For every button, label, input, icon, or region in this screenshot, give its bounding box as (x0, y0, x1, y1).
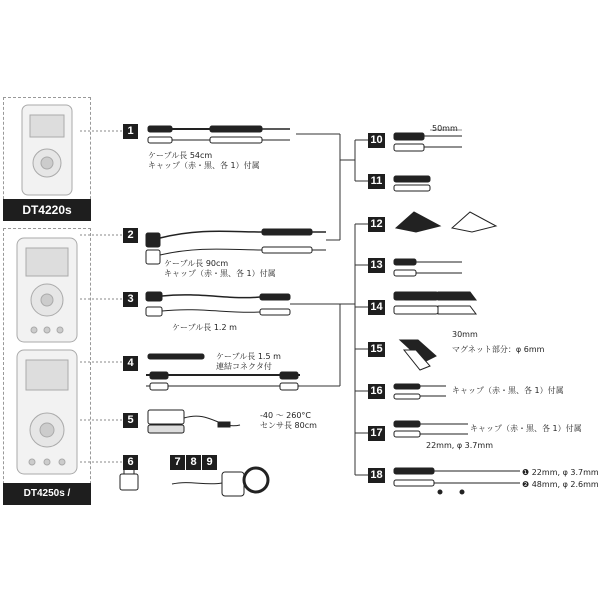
item-2-note-1: ケーブル長 90cm (164, 259, 229, 268)
item-5-tag: 5 (123, 413, 138, 428)
item-4-note-1: ケーブル長 1.5 m (216, 352, 281, 361)
item-1-test-leads-icon (148, 126, 290, 143)
item-4-tag: 4 (123, 356, 138, 371)
item-18-tag: 18 (368, 468, 385, 483)
item-8-tag: 8 (186, 455, 201, 470)
item-5-note-1: -40 ～ 260°C (260, 411, 312, 420)
item-4-extension-leads-icon (146, 354, 300, 390)
item-1-note-2: キャップ（赤・黒、各 1）付属 (148, 161, 260, 170)
item-11-tag: 11 (368, 174, 385, 189)
item-6-adapter-icon (120, 468, 138, 490)
item-10-probe-icon (394, 130, 462, 151)
item-16-note: キャップ（赤・黒、各 1）付属 (452, 386, 564, 395)
item-5-note-2: センサ長 80cm (260, 421, 317, 430)
item-3-lead-icon (146, 292, 290, 316)
item-18-note-b: ❷ 48mm, φ 2.6mm (522, 480, 599, 489)
item-4-note-2: 連結コネクタ付 (216, 362, 272, 371)
item-13-tag: 13 (368, 258, 385, 273)
item-10-tag: 10 (368, 133, 385, 148)
item-1-note-1: ケーブル長 54cm (148, 151, 213, 160)
item-15-magnetic-adapter-icon (400, 340, 436, 370)
item-11-adapter-icon (394, 176, 430, 191)
dt4220s-label: DT4220s (3, 199, 91, 221)
meter-dt4280s-icon (17, 350, 77, 474)
item-7-tag: 7 (170, 455, 185, 470)
item-1-tag: 1 (123, 124, 138, 139)
item-10-note: 50mm (432, 124, 458, 133)
item-5-temperature-probe-icon (148, 410, 240, 433)
meter-dt4220s-icon (22, 105, 72, 195)
item-18-note-a: ❶ 22mm, φ 3.7mm (522, 468, 599, 477)
dt4250s-label: DT4250s / DT4280s (3, 483, 91, 505)
item-9-tag: 9 (202, 455, 217, 470)
item-15-note: マグネット部分：φ 6mm (452, 345, 545, 354)
item-18-probe-icon (394, 468, 520, 494)
item-14-tag: 14 (368, 300, 385, 315)
item-2-test-leads-icon (146, 229, 326, 264)
item-2-tag: 2 (123, 228, 138, 243)
item-3-tag: 3 (123, 292, 138, 307)
item-15-tag: 15 (368, 342, 385, 357)
item-3-note: ケーブル長 1.2 m (172, 323, 237, 332)
item-2-note-2: キャップ（赤・黒、各 1）付属 (164, 269, 276, 278)
item-6-tag: 6 (123, 455, 138, 470)
item-17-tag: 17 (368, 426, 385, 441)
item-14-grabber-icon (394, 292, 476, 314)
item-16-probe-icon (394, 384, 446, 399)
item-13-probe-icon (394, 259, 462, 276)
item-12-tag: 12 (368, 217, 385, 232)
item-14-note: 30mm (452, 330, 478, 339)
item-16-tag: 16 (368, 384, 385, 399)
item-17-probe-icon (394, 421, 468, 437)
item-17-note-a: キャップ（赤・黒、各 1）付属 (470, 424, 582, 433)
item-17-note-b: 22mm, φ 3.7mm (426, 441, 493, 450)
item-7-9-clamp-sensor-icon (172, 468, 268, 496)
meter-dt4250s-icon (17, 238, 77, 342)
item-12-alligator-clips-icon (396, 212, 496, 232)
